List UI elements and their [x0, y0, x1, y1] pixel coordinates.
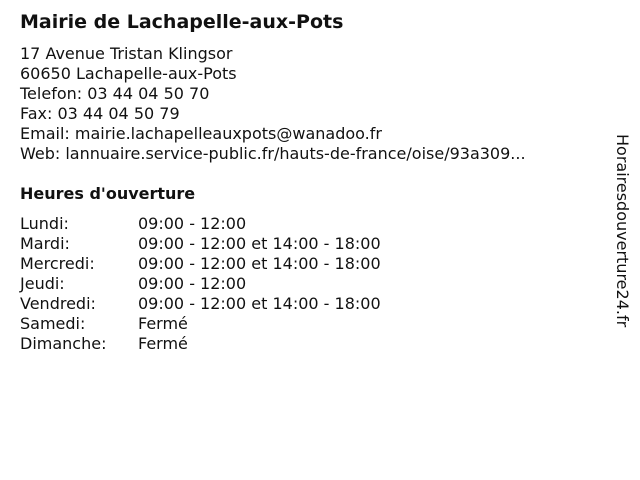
day-label: Mercredi: — [20, 254, 95, 273]
day-hours: 09:00 - 12:00 et 14:00 - 18:00 — [138, 234, 381, 253]
site-watermark: Horairesdouverture24.fr — [613, 134, 632, 328]
email-address: Email: mairie.lachapelleauxpots@wanadoo.fr — [20, 124, 382, 143]
day-hours: Fermé — [138, 334, 188, 353]
page-title: Mairie de Lachapelle-aux-Pots — [20, 11, 344, 33]
day-hours: Fermé — [138, 314, 188, 333]
contact-block — [20, 44, 526, 164]
address-street: 17 Avenue Tristan Klingsor — [20, 44, 233, 63]
fax-number: Fax: 03 44 04 50 79 — [20, 104, 180, 123]
address-city: 60650 Lachapelle-aux-Pots — [20, 64, 237, 83]
day-label: Dimanche: — [20, 334, 107, 353]
day-hours: 09:00 - 12:00 — [138, 274, 247, 293]
phone-number: Telefon: 03 44 04 50 70 — [20, 84, 210, 103]
day-label: Vendredi: — [20, 294, 96, 313]
day-hours: 09:00 - 12:00 et 14:00 - 18:00 — [138, 254, 381, 273]
website-url: Web: lannuaire.service-public.fr/hauts-de-france/oise/93a309... — [20, 144, 526, 163]
day-label: Lundi: — [20, 214, 69, 233]
day-label: Samedi: — [20, 314, 86, 333]
day-hours: 09:00 - 12:00 et 14:00 - 18:00 — [138, 294, 381, 313]
day-hours: 09:00 - 12:00 — [138, 214, 247, 233]
day-label: Mardi: — [20, 234, 70, 253]
day-label: Jeudi: — [20, 274, 65, 293]
hours-heading: Heures d'ouverture — [20, 184, 196, 203]
